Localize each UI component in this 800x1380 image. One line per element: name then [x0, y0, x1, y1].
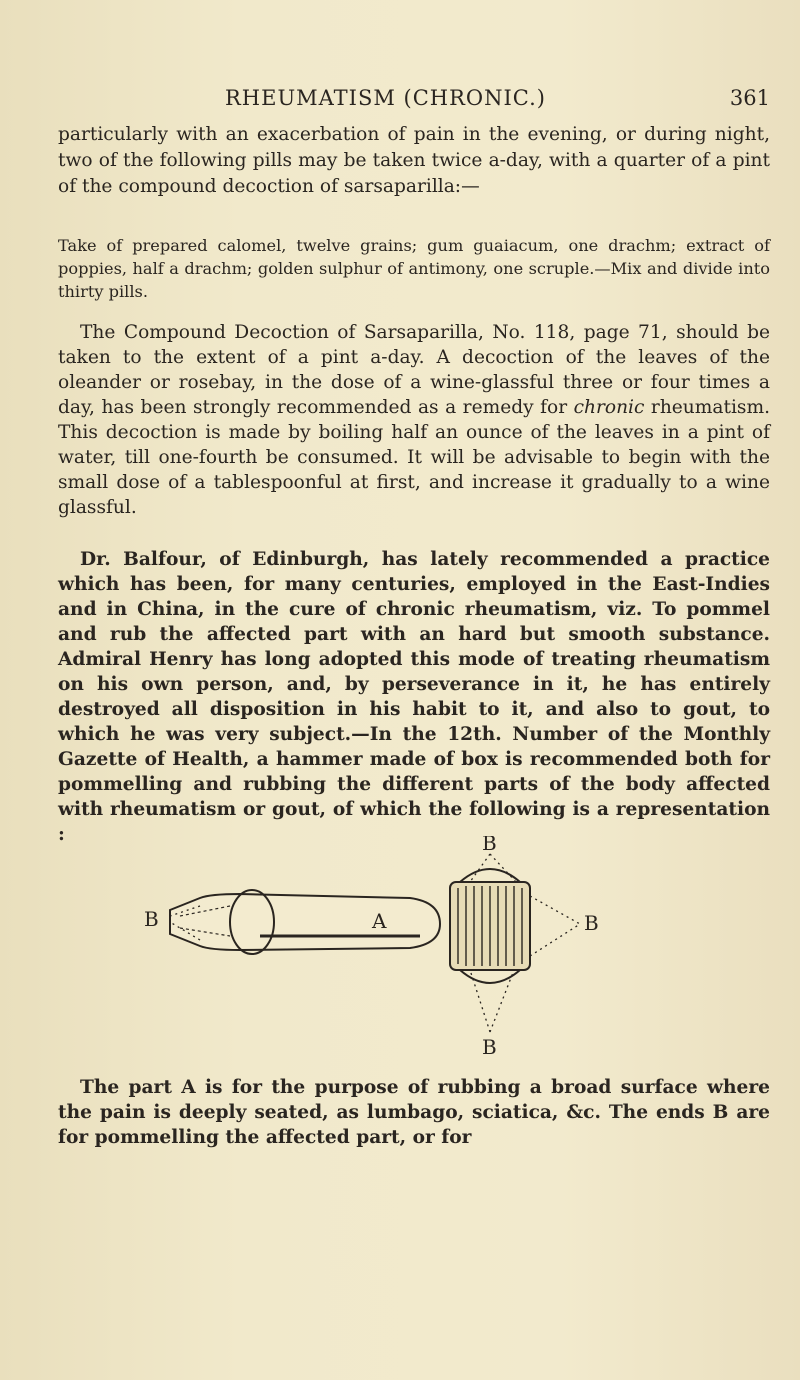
page-number: 361: [729, 86, 770, 110]
running-head: RHEUMATISM (CHRONIC.): [225, 86, 546, 110]
label-left-b: B: [144, 907, 159, 931]
hammer-figure: [140, 836, 720, 1066]
head-bottom-dome: [460, 970, 520, 983]
label-top-b: B: [482, 836, 497, 855]
hammer-illustration: [140, 836, 720, 1066]
paragraph-figure-explanation: The part A is for the purpose of rubbing a broad surface where the pain is deeply seated, as lumbago, sciatica, &c. The ends B are for pommelling the affected part, or for: [58, 1077, 770, 1148]
handle-shape: [170, 894, 440, 950]
label-right-b: B: [584, 911, 599, 935]
label-a: A: [372, 909, 387, 933]
paragraph-sarsaparilla: [58, 320, 770, 520]
head-top-dome: [460, 869, 520, 882]
p3-text-a: The Compound Decoction of Sarsaparilla, No. 118, page 71, should be taken to the extent of a pint a-day. A decoction of the leaves of the oleander or rosebay, in the dose of a wine-glassful three or four times a day, has been strongly recommended as a remedy for: [58, 322, 770, 418]
p3-text-b: rheumatism. This decoction is made by boiling half an ounce of the leaves in a pint of water, till one-fourth be consumed. It will be advisable to begin with the small dose of a tablespoonful at first, and increase it gradually to a wine glassful.: [58, 397, 770, 518]
paragraph-pill-dosage: particularly with an exacerbation of pain in the evening, or during night, two of the following pills may be taken twice a-day, with a quarter of a pint of the compound decoction of sarsaparilla:—: [58, 124, 770, 197]
p3-emphasis: chronic: [573, 397, 645, 418]
page-header: [60, 86, 770, 126]
paragraph-pommelling: Dr. Balfour, of Edinburgh, has lately recommended a practice which has been, for many centuries, employed in the East-Indies and in China, in the cure of chronic rheumatism, viz. To pommel and rub the affected part with an hard but smooth substance. Admiral Henry has long adopted this mode of treating rheumatism on his own person, and, by perseverance in it, he has entirely destroyed all disposition in his habit to it, and also to gout, to which he was very subject.—In the 12th. Number of the Monthly Gazette of Health, a hammer made of box is recommended both for pommelling and rubbing the different parts of the body affected with rheumatism or gout, of which the following is a representation :: [58, 549, 770, 845]
paragraph-prescription: Take of prepared calomel, twelve grains; gum guaiacum, one drachm; extract of poppies, half a drachm; golden sulphur of antimony, one scruple.—Mix and divide into thirty pills.: [58, 236, 770, 301]
label-bottom-b: B: [482, 1035, 497, 1059]
